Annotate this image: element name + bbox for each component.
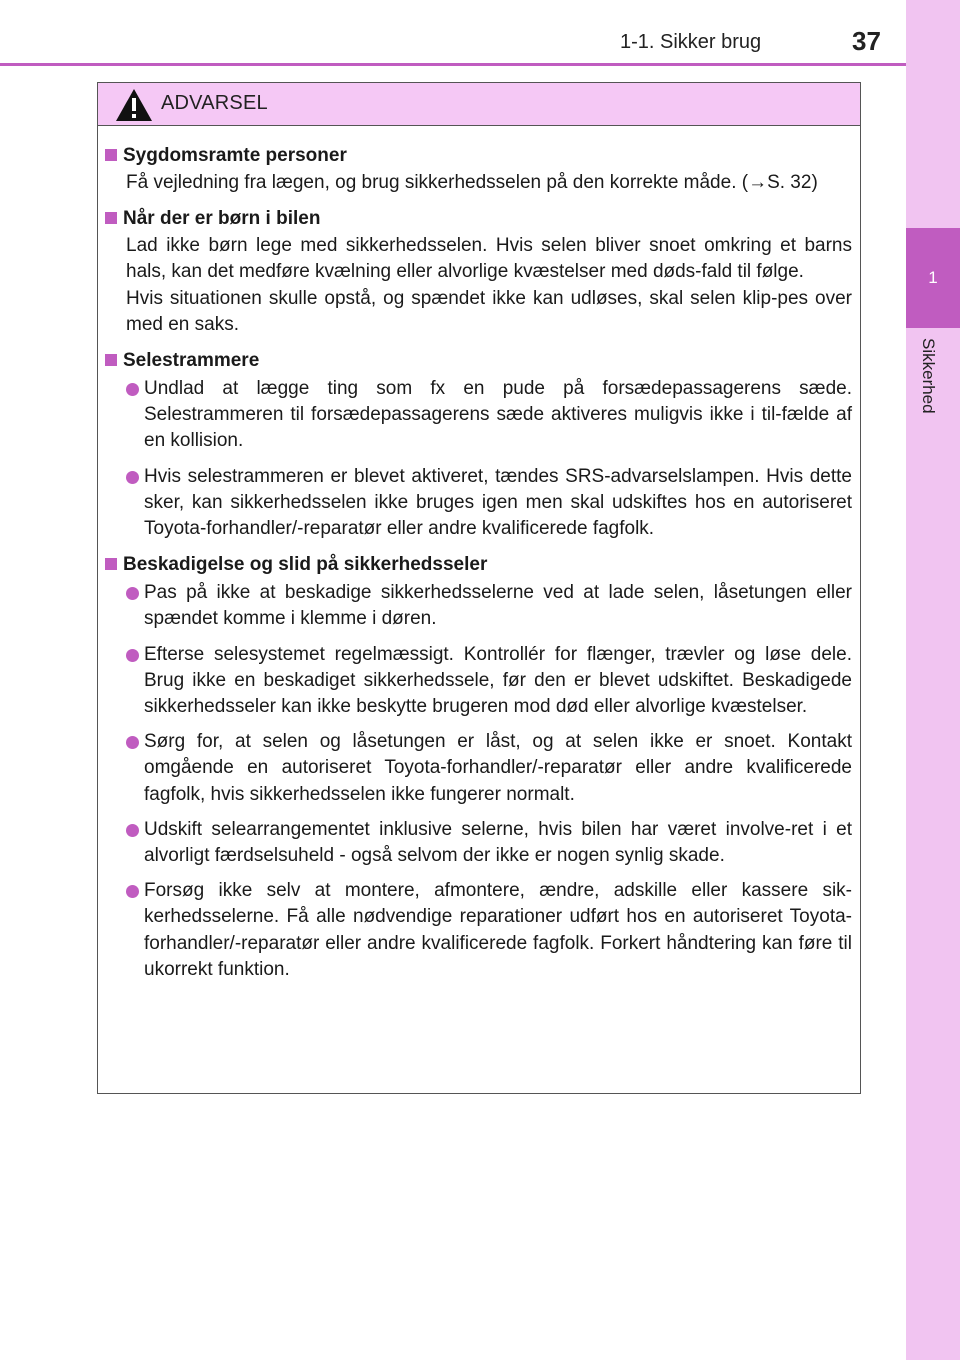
section-born — [105, 206, 852, 338]
section-title: 1-1. Sikker brug — [620, 31, 762, 53]
circle-bullet-icon — [126, 383, 139, 396]
circle-bullet-icon — [126, 587, 139, 600]
page-number: 37 — [852, 26, 881, 56]
square-bullet-icon — [105, 149, 117, 161]
warning-title: ADVARSEL — [161, 92, 268, 114]
side-tab — [906, 0, 960, 1360]
circle-bullet-icon — [126, 736, 139, 749]
warning-triangle-icon — [114, 87, 154, 123]
square-bullet-icon — [105, 354, 117, 366]
list-item: Undlad at lægge ting som fx en pude på forsædepassagerens sæde. Selestrammeren til forsædepassagerens sæde aktiveres muligvis ikke i til-fælde af en kollision. — [105, 376, 852, 455]
section-text: Få vejledning fra lægen, og brug sikkerhedsselen på den korrekte måde. (→S. 32) — [126, 172, 818, 193]
warning-header — [98, 83, 860, 126]
header-rule — [0, 63, 906, 66]
list-item: Hvis selestrammeren er blevet aktiveret, tændes SRS-advarselslampen. Hvis dette sker, kan sikkerhedsselen ikke bruges igen men skal udskiftes hos en autoriseret Toyota-forhandler/-reparatør eller andre kvalificerede fagfolk. — [105, 464, 852, 543]
warning-body — [98, 126, 860, 983]
list-item: Forsøg ikke selv at montere, afmontere, ændre, adskille eller kassere sik-kerhedsselerne. Få alle nødvendige reparationer udført hos en autoriseret Toyota-forhandler/-reparatør eller andre kvalificerede fagfolk. Forkert håndtering kan føre til ukorrekt funktion. — [105, 878, 852, 983]
circle-bullet-icon — [126, 471, 139, 484]
list-item: Sørg for, at selen og låsetungen er låst, og at selen ikke er snoet. Kontakt omgående en autoriseret Toyota-forhandler/-reparatør eller andre kvalificerede fagfolk, hvis sikkerhedsselen ikke fungerer normalt. — [105, 729, 852, 808]
square-bullet-icon — [105, 212, 117, 224]
list-item: Pas på ikke at beskadige sikkerhedsselerne ved at lade selen, låsetungen eller spændet komme i klemme i døren. — [105, 580, 852, 632]
circle-bullet-icon — [126, 649, 139, 662]
circle-bullet-icon — [126, 885, 139, 898]
section-text: Hvis situationen skulle opstå, og spændet ikke kan udløses, skal selen klip-pes over med en saks. — [126, 287, 852, 335]
chapter-label: Sikkerhed — [919, 338, 938, 414]
circle-bullet-icon — [126, 824, 139, 837]
section-heading: Selestrammere — [123, 350, 260, 372]
section-beskadigelse — [105, 552, 852, 983]
warning-box — [97, 82, 861, 1094]
list-item: Efterse selesystemet regelmæssigt. Kontrollér for flænger, trævler og løse dele. Brug ikke en beskadiget sikkerhedssele, før den er blevet udskiftet. Beskadigede sikkerhedsseler kan ikke beskytte brugeren mod død eller alvorlige kvæstelser. — [105, 642, 852, 721]
section-heading: Sygdomsramte personer — [123, 145, 347, 166]
chapter-number: 1 — [928, 268, 938, 287]
section-heading: Når der er børn i bilen — [123, 208, 321, 230]
section-sygdomsramte — [105, 143, 852, 196]
section-selestrammere — [105, 348, 852, 542]
list-item: Udskift selearrangementet inklusive selerne, hvis bilen har været involve-ret i et alvorligt færdselsuheld - også selvom der ikke er nogen synlig skade. — [105, 817, 852, 869]
section-text: Lad ikke børn lege med sikkerhedsselen. Hvis selen bliver snoet omkring et barns hals, kan det medføre kvælning eller alvorlige kvæstelser med døds-fald til følge. — [126, 235, 852, 283]
square-bullet-icon — [105, 558, 117, 570]
section-heading: Beskadigelse og slid på sikkerhedsseler — [123, 554, 488, 576]
